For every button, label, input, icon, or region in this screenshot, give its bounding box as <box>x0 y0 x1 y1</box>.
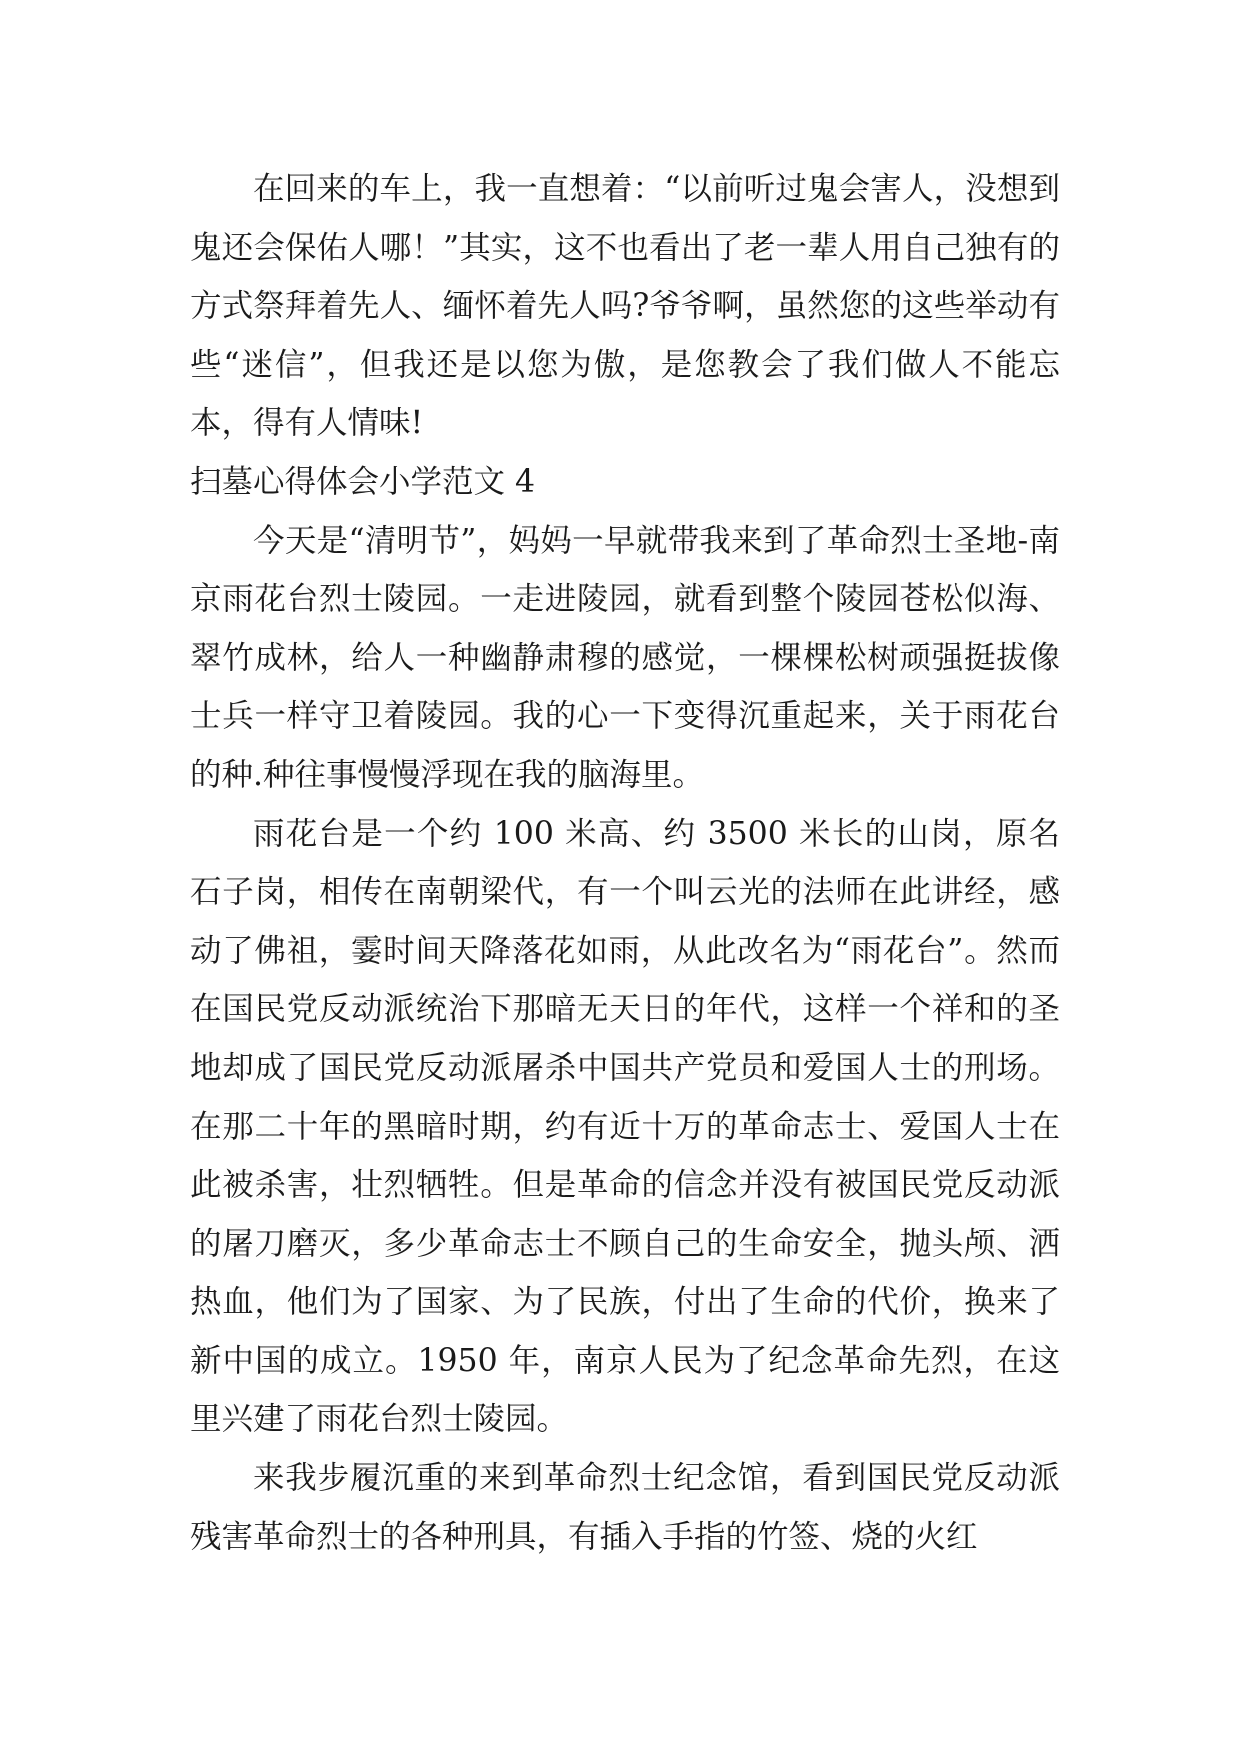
paragraph-3: 雨花台是一个约 100 米高、约 3500 米长的山岗，原名石子岗，相传在南朝梁代，有一个叫云光的法师在此讲经，感动了佛祖，霎时间天降落花如雨，从此改名为“雨花台”。然而在国民党反动派统治下那暗无天日的年代，这样一个祥和的圣地却成了国民党反动派屠杀中国共产党员和爱国人士的刑场。在那二十年的黑暗时期，约有近十万的革命志士、爱国人士在此被杀害，壮烈牺牲。但是革命的信念并没有被国民党反动派的屠刀磨灭，多少革命志士不顾自己的生命安全，抛头颅、洒热血，他们为了国家、为了民族，付出了生命的代价，换来了新中国的成立。1950 年，南京人民为了纪念革命先烈，在这里兴建了雨花台烈士陵园。 <box>190 815 1060 1438</box>
document-page <box>190 160 1060 1566</box>
paragraph-4: 来我步履沉重的来到革命烈士纪念馆，看到国民党反动派残害革命烈士的各种刑具，有插入手指的竹签、烧的火红 <box>190 1460 1060 1555</box>
paragraph-1: 在回来的车上，我一直想着：“以前听过鬼会害人，没想到鬼还会保佑人哪！”其实，这不也看出了老一辈人用自己独有的方式祭拜着先人、缅怀着先人吗?爷爷啊，虽然您的这些举动有些“迷信”，但我还是以您为傲，是您教会了我们做人不能忘本，得有人情味! <box>190 171 1060 442</box>
paragraph-2: 今天是“清明节”，妈妈一早就带我来到了革命烈士圣地-南京雨花台烈士陵园。一走进陵园，就看到整个陵园苍松似海、翠竹成林，给人一种幽静肃穆的感觉，一棵棵松树顽强挺拔像士兵一样守卫着陵园。我的心一下变得沉重起来，关于雨花台的种.种往事慢慢浮现在我的脑海里。 <box>190 522 1060 793</box>
section-heading: 扫墓心得体会小学范文 4 <box>190 463 536 500</box>
